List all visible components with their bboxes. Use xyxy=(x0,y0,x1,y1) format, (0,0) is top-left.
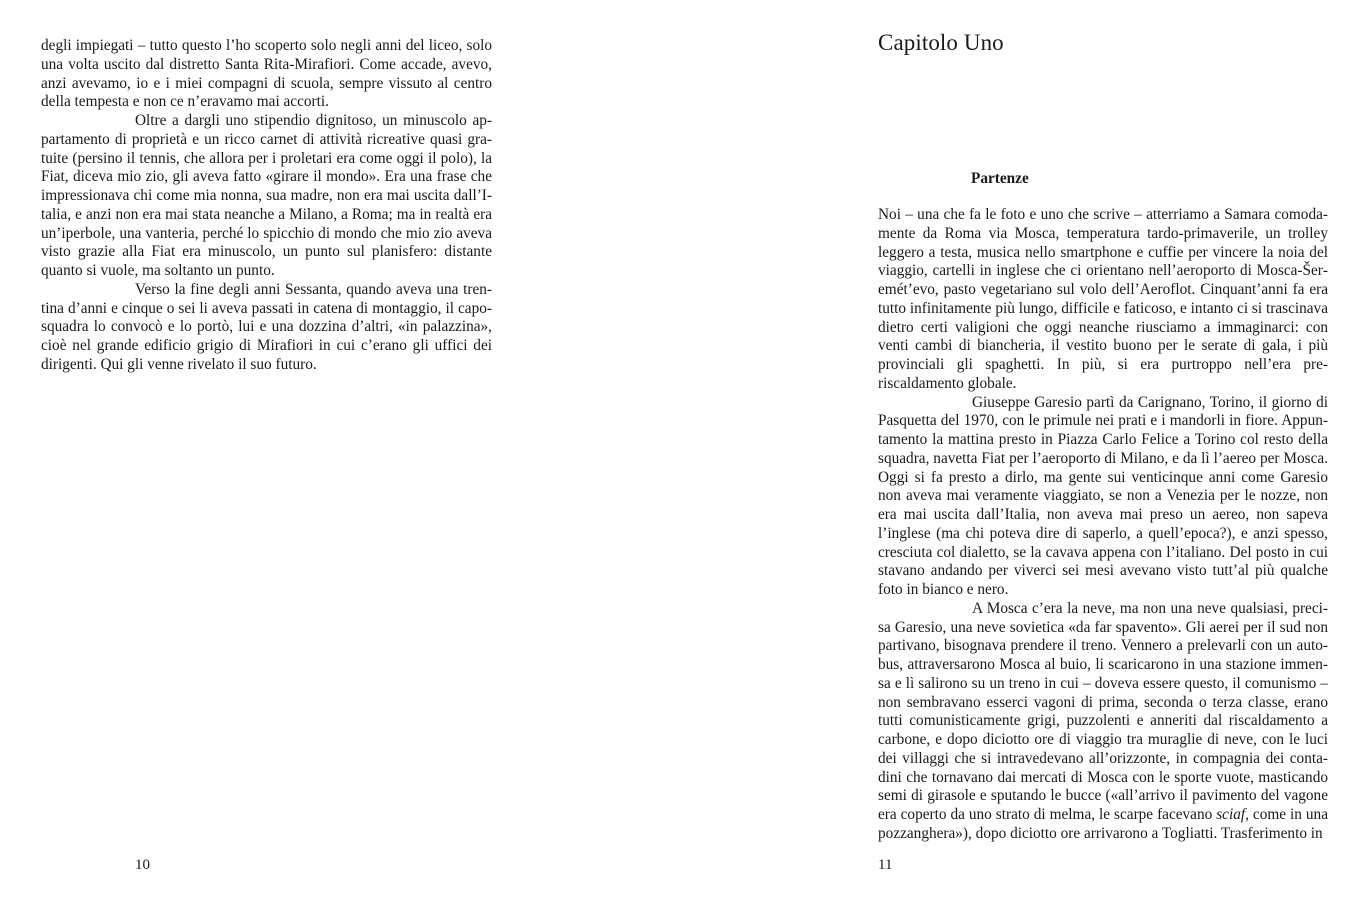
paragraph-text: A Mosca c’era la neve, ma non una neve qualsiasi, precisa Garesio, una neve sovietica «da far spavento». Gli aerei per il sud non partivano, bisognava prendere il treno. Vennero a prelevarli con un autobus, attraversarono Mosca al buio, li scaricarono in una stazione immensa e lì salirono su un treno in cui – doveva essere questo, il comunismo – non sembravano esserci vagoni di prima, seconda o terza classe, erano tutti comunisticamente grigi, puzzolenti e anneriti dal riscaldamento a carbone, e dopo diciotto ore di viaggio tra muraglie di neve, con le luci dei villaggi che si intravedevano all’orizzonte, in compagnia dei contadini che tornavano dai mercati di Mosca con le sporte vuote, masticando semi di girasole e sputando le bucce («all’arrivo il pavimento del vagone era coperto da uno strato di melma, le scarpe facevano xyxy=(878,599,1328,823)
left-page xyxy=(0,0,684,912)
paragraph: Oltre a dargli uno stipendio dignitoso, un minuscolo appartamento di proprietà e un ricco carnet di attività ricreative quasi gratuite (persino il tennis, che allora per i proletari era come oggi il polo), la Fiat, diceva mio zio, gli aveva fatto «girare il mondo». Era una frase che impressionava chi come mia nonna, sua madre, non era mai uscita dall’Italia, e anzi non era mai stata neanche a Milano, a Roma; ma in realtà era un’iperbole, una vanteria, perché lo spicchio di mondo che mio zio aveva visto grazie alla Fiat era minuscolo, un punto sul planisfero: distante quanto si vuole, ma soltanto un punto. xyxy=(41,112,492,279)
right-page xyxy=(684,0,1369,912)
chapter-title: Capitolo Uno xyxy=(878,30,1004,55)
paragraph: Verso la fine degli anni Sessanta, quando aveva una trentina d’anni e cinque o sei li aveva passati in catena di montaggio, il caposquadra lo convocò e lo portò, lui e una dozzina d’altri, «in palazzina», cioè nel grande edificio grigio di Mirafiori in cui c’erano gli uffici dei dirigenti. Qui gli venne rivelato il suo futuro. xyxy=(41,280,492,373)
italic-word: sciaf xyxy=(1216,806,1246,823)
left-page-body xyxy=(41,37,492,375)
right-page-body xyxy=(878,206,1328,844)
paragraph: degli impiegati – tutto questo l’ho scoperto solo negli anni del liceo, solo una volta uscito dal distretto Santa Rita-Mirafiori. Come accade, avevo, anzi avevamo, io e i miei compagni di scuola, sempre vissuto al centro della tempesta e non ce n’eravamo mai accorti. xyxy=(41,37,492,111)
page-number-right: 11 xyxy=(878,857,893,873)
paragraph-text: , come in una pozzanghera»), dopo diciotto ore arrivarono a Togliatti. Trasferimento in xyxy=(878,806,1328,842)
page-number-left: 10 xyxy=(135,857,150,873)
paragraph: Giuseppe Garesio partì da Carignano, Torino, il giorno di Pasquetta del 1970, con le primule nei prati e i mandorli in fiore. Appuntamento la mattina presto in Piazza Carlo Felice a Torino col resto della squadra, navetta Fiat per l’aeroporto di Milano, e da lì l’aereo per Mosca. Oggi si fa presto a dirlo, ma gente sui venticinque anni come Garesio non aveva mai veramente viaggiato, se non a Venezia per le nozze, non era mai uscita dall’Italia, non aveva mai preso un aereo, non sapeva l’inglese (ma chi poteva dire di saperlo, a quell’epoca?), e anzi spesso, cresciuta col dialetto, se la cavava appena con l’italiano. Del posto in cui stavano andando per viverci sei mesi avevano visto tutt’al più qualche foto in bianco e nero. xyxy=(878,393,1328,598)
paragraph: Noi – una che fa le foto e uno che scrive – atterriamo a Samara comodamente da Roma via Mosca, temperatura tardo-primaverile, un trolley leggero a testa, musica nello smartphone e cuffie per vincere la noia del viaggio, cartelli in inglese che ci orientano nell’aeroporto di Mosca-Šeremét’evo, pasto vegetariano sul volo dell’Aeroflot. Cinquant’anni fa era tutto infinitamente più lungo, difficile e faticoso, e intanto ci si trascinava dietro certi valigioni che oggi neanche riusciamo a immaginarci: con venti cambi di biancheria, il vestito buono per le serate di gala, i più provinciali gli spaghetti. In più, si era purtroppo nell’era pre-riscaldamento globale. xyxy=(878,206,1328,392)
paragraph xyxy=(878,600,1328,844)
section-title: Partenze xyxy=(971,170,1029,187)
